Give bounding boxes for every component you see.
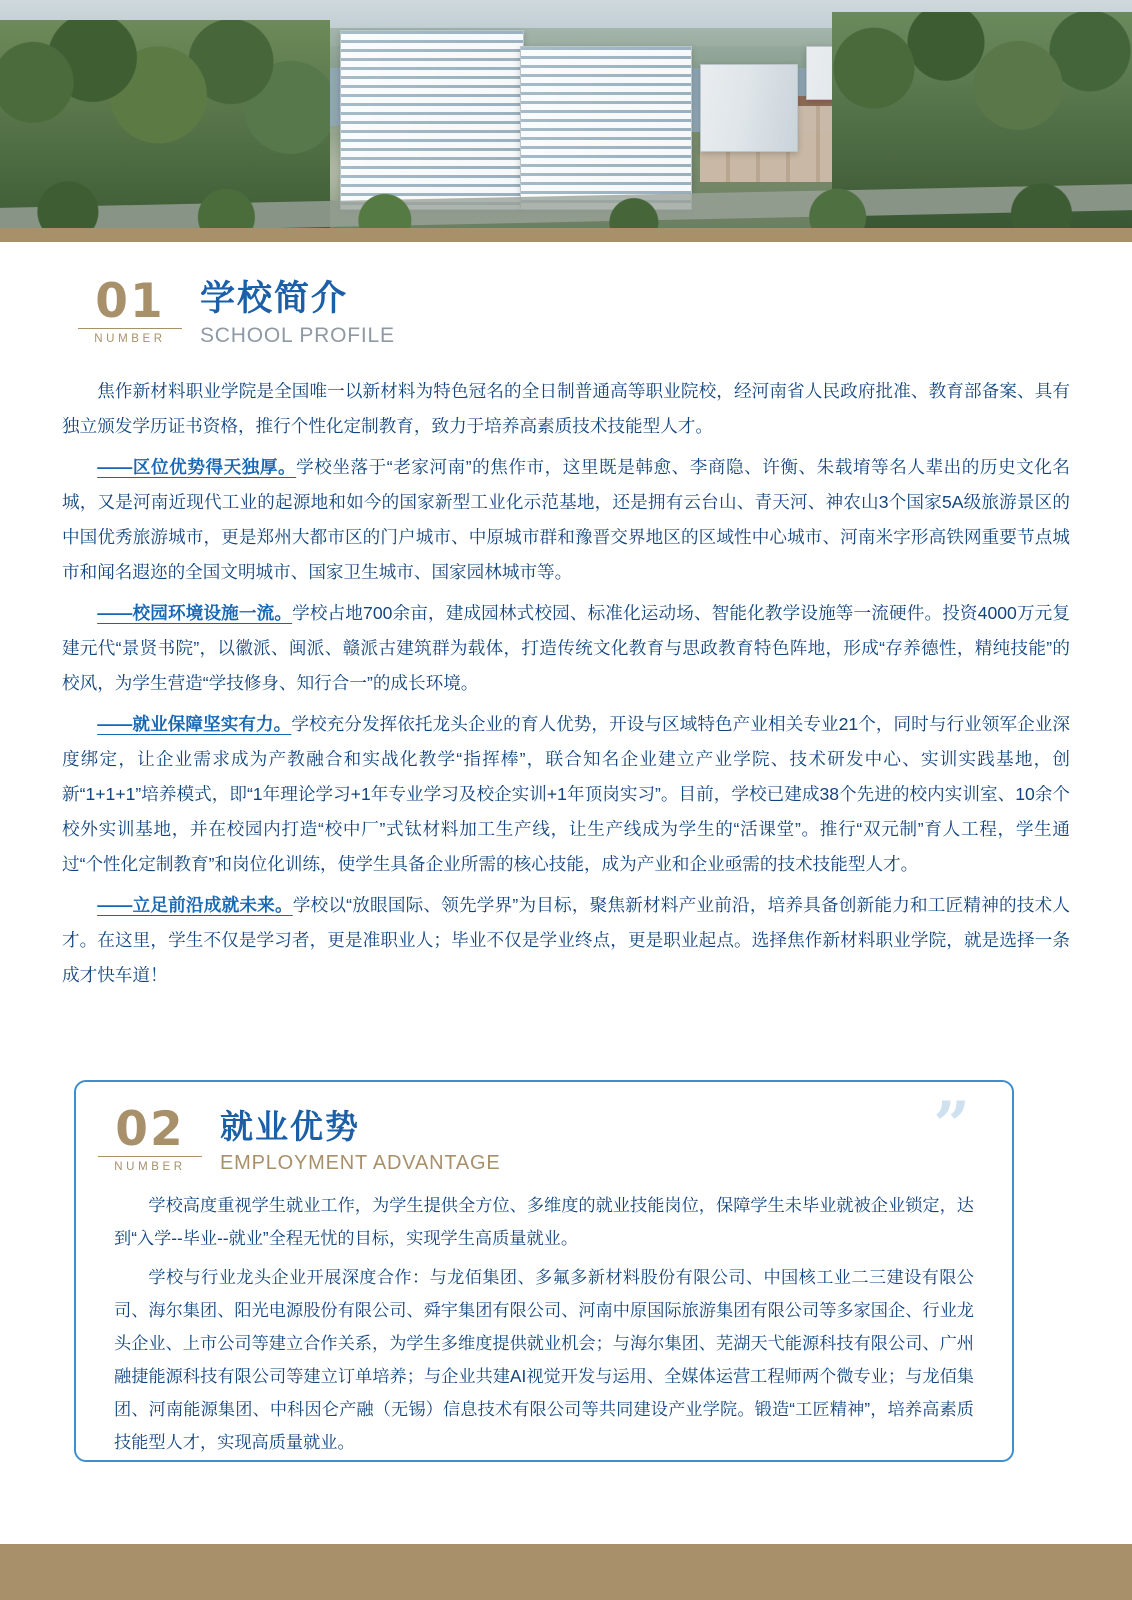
section-header-school-profile <box>78 274 1132 348</box>
paragraph <box>62 888 1070 993</box>
section-number: 02 <box>115 1102 185 1157</box>
section-title-en: EMPLOYMENT ADVANTAGE <box>220 1152 501 1174</box>
paragraph <box>114 1261 974 1459</box>
paragraph-text: 学校高度重视学生就业工作，为学生提供全方位、多维度的就业技能岗位，保障学生未毕业就被企业锁定，达到“入学--毕业--就业”全程无忧的目标，实现学生高质量就业。 <box>114 1195 974 1248</box>
gold-divider-top <box>0 228 1132 242</box>
quote-mark-icon: ” <box>933 1088 970 1163</box>
school-profile-body <box>62 374 1070 993</box>
employment-advantage-box <box>74 1080 1014 1462</box>
foreground-trees <box>0 174 1132 228</box>
employment-advantage-body <box>114 1189 974 1459</box>
section-number-label: NUMBER <box>98 1156 202 1173</box>
right-building <box>700 64 798 152</box>
paragraph-text: 学校坐落于“老家河南”的焦作市，这里既是韩愈、李商隐、许衡、朱载堉等名人辈出的历史文化名城，又是河南近现代工业的起源地和如今的国家新型工业化示范基地，还是拥有云台山、青天河、神农山3个国家5A级旅游景区的中国优秀旅游城市，更是郑州大都市区的门户城市、中原城市群和豫晋交界地区的区域性中心城市、河南米字形高铁网重要节点城市和闻名遐迩的全国文明城市、国家卫生城市、国家园林城市等。 <box>62 457 1070 582</box>
section-titles <box>200 278 395 348</box>
paragraph-text: 学校充分发挥依托龙头企业的育人优势，开设与区域特色产业相关专业21个，同时与行业领军企业深度绑定，让企业需求成为产教融合和实战化教学“指挥棒”，联合知名企业建立产业学院、技术研发中心、实训实践基地，创新“1+1+1”培养模式，即“1年理论学习+1年专业学习及校企实训+1年顶岗实习”。目前，学校已建成38个先进的校内实训室、10余个校外实训基地，并在校园内打造“校中厂”式钛材料加工生产线，让生产线成为学生的“活课堂”。推行“双元制”育人工程，学生通过“个性化定制教育”和岗位化训练，使学生具备企业所需的核心技能，成为产业和企业亟需的技术技能型人才。 <box>62 714 1070 874</box>
paragraph-lead: ——校园环境设施一流。 <box>97 603 293 623</box>
paragraph-text: 焦作新材料职业学院是全国唯一以新材料为特色冠名的全日制普通高等职业院校，经河南省人民政府批准、教育部备案、具有独立颁发学历证书资格，推行个性化定制教育，致力于培养高素质技术技能型人才。 <box>62 381 1070 436</box>
section-number-label: NUMBER <box>78 328 182 345</box>
paragraph-text: 学校与行业龙头企业开展深度合作：与龙佰集团、多氟多新材料股份有限公司、中国核工业二三建设有限公司、海尔集团、阳光电源股份有限公司、舜宇集团有限公司、河南中原国际旅游集团有限公司等多家国企、行业龙头企业、上市公司等建立合作关系，为学生多维度提供就业机会；与海尔集团、芜湖天弋能源科技有限公司、广州融捷能源科技有限公司等建立订单培养；与企业共建AI视觉开发与运用、全媒体运营工程师两个微专业；与龙佰集团、河南能源集团、中科因仑产融（无锡）信息技术有限公司等共同建设产业学院。锻造“工匠精神”，培养高素质技能型人才，实现高质量就业。 <box>114 1267 974 1452</box>
paragraph <box>62 596 1070 701</box>
paragraph-lead: ——就业保障坚实有力。 <box>97 714 292 734</box>
paragraph-lead: ——立足前沿成就未来。 <box>97 895 293 915</box>
section-number-block <box>78 274 182 345</box>
paragraph-text: 学校以“放眼国际、领先学界”为目标，聚焦新材料产业前沿，培养具备创新能力和工匠精神的技术人才。在这里，学生不仅是学习者，更是准职业人；毕业不仅是学业终点，更是职业起点。选择焦作新材料职业学院，就是选择一条成才快车道！ <box>62 895 1070 985</box>
paragraph <box>114 1189 974 1255</box>
section-header-employment-advantage <box>98 1088 1012 1175</box>
section-number: 01 <box>95 274 165 329</box>
paragraph <box>62 450 1070 590</box>
paragraph <box>62 707 1070 882</box>
campus-hero-photo <box>0 0 1132 228</box>
paragraph-text: 学校占地700余亩，建成园林式校园、标准化运动场、智能化教学设施等一流硬件。投资4000万元复建元代“景贤书院”，以徽派、闽派、赣派古建筑群为载体，打造传统文化教育与思政教育特色阵地，形成“存养德性，精纯技能”的校风，为学生营造“学技修身、知行合一”的成长环境。 <box>62 603 1070 693</box>
section-title-cn: 就业优势 <box>220 1108 360 1145</box>
section-title-cn: 学校简介 <box>200 279 349 318</box>
section-title-en: SCHOOL PROFILE <box>200 324 395 347</box>
section-number-block <box>98 1102 202 1173</box>
paragraph-lead: ——区位优势得天独厚。 <box>97 457 297 477</box>
paragraph <box>62 374 1070 444</box>
section-titles <box>220 1106 501 1175</box>
gold-footer-bar <box>0 1544 1132 1600</box>
